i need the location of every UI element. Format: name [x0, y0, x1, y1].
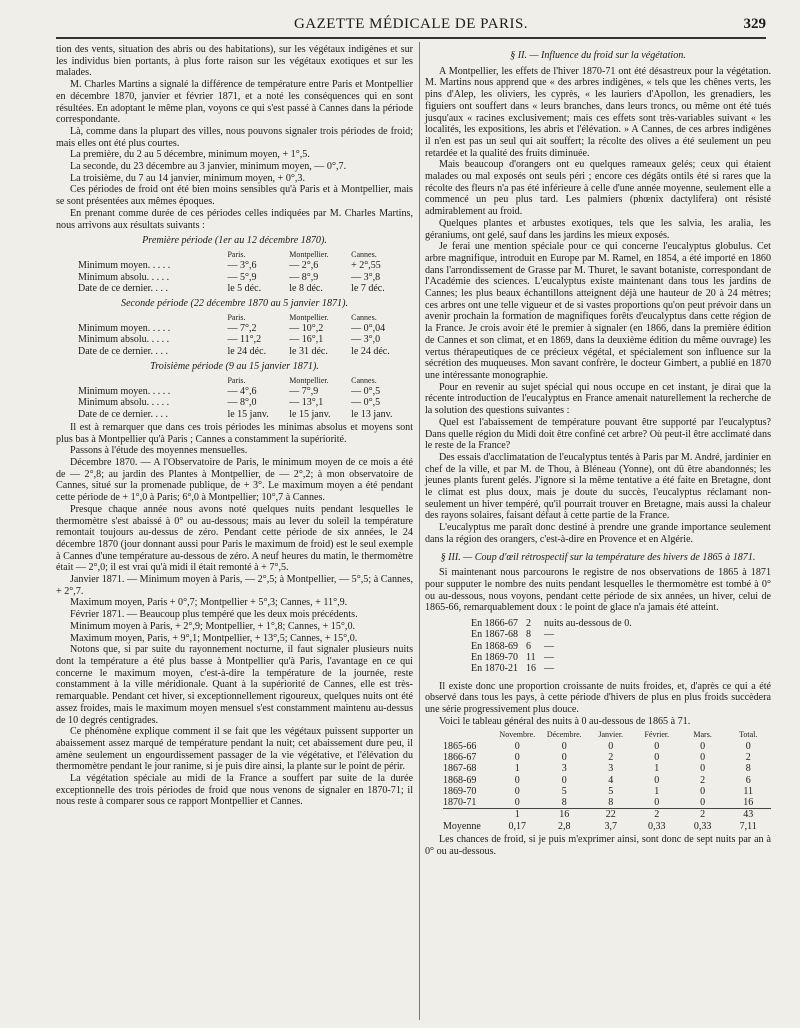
table-cell: le 8 déc. — [289, 282, 323, 294]
mean-cell: 7,11 — [739, 820, 757, 832]
paragraph: Ce phénomène explique comment il se fait que les végétaux puissent supporter un abaissement assez marqué de température pendant la nuit; cet abaissement dure peu, il amène seulement un engourdissement passager de la vie végétative, et l'élévation du thermomètre pendant le jour ranime, si je puis dire ainsi, la plante sur le point de périr. — [56, 726, 413, 773]
row-label: Minimum absolu. . . . . — [78, 397, 170, 409]
paragraph: Maximum moyen, Paris, + 9°,1; Montpellier, + 13°,5; Cannes, + 15°,0. — [70, 632, 358, 644]
text-cell: nuits au-dessous de 0. — [543, 618, 632, 630]
mean-cell: 3,7 — [604, 820, 617, 832]
mean-label: Moyenne — [443, 820, 481, 832]
total-cell: 43 — [725, 809, 771, 821]
year-cell: En 1870-21 — [471, 663, 518, 675]
table-cell: 8 — [561, 797, 567, 809]
paragraph: Passons à l'étude des moyennes mensuelles. — [70, 445, 248, 457]
table-cell: 0 — [561, 751, 567, 763]
row-label: Minimum moyen. . . . . — [78, 386, 171, 398]
paragraph: La seconde, du 23 décembre au 3 janvier, minimum moyen, — 0°,7. — [70, 161, 347, 173]
text-cell: — — [543, 651, 554, 663]
column-header: Total. — [739, 730, 758, 740]
table-cell: — 0°,04 — [351, 323, 386, 335]
table-row — [78, 283, 413, 294]
table-cell: 0 — [654, 797, 660, 809]
paragraph: Notons que, si par suite du rayonnement nocturne, il faut signaler plusieurs nuits dont la température a été plus basse à Montpellier qu'à Paris, l'avantage en ce qui concerne le maximum moyen, c'est-à-dire la température de la journée, reste constamment à la ville méridionale. Quant à la supériorité de Cannes, elle est très-remarquable. Pendant cet hiver, si exceptionnellement rigoureux, quelques nuits ont été assez froides, mais le maximum moyen mensuel s'est constamment maintenu au-dessus de 10 degrés centigrades. — [56, 644, 413, 726]
column-header: Cannes. — [351, 249, 377, 259]
total-cell: 2 — [634, 809, 680, 821]
table-cell: 5 — [561, 785, 567, 797]
table-row — [78, 323, 413, 334]
table-cell: — 0°,5 — [351, 386, 381, 398]
table-row — [443, 786, 771, 797]
paragraph: L'eucalyptus me paraît donc destiné à prendre une grande importance seulement dans la région des orangers, c'est-à-dire en Provence et en Algérie. — [425, 522, 771, 545]
period-table — [78, 249, 413, 294]
paragraph: M. Charles Martins a signalé la différence de température entre Paris et Montpellier en décembre 1870, janvier et février 1871, et a noté les conséquences qui en sont résultées. En adoptant le même plan, voyons ce qui s'est passé à Cannes dans la période correspondante. — [56, 79, 413, 126]
year-cell: 1867-68 — [443, 763, 477, 775]
right-column — [425, 44, 771, 857]
paragraph: Voici le tableau général des nuits à 0 au-dessous de 1865 à 71. — [439, 715, 691, 727]
table-cell: le 31 déc. — [289, 345, 328, 357]
table-cell: — 5°,9 — [227, 271, 257, 283]
paragraph: Maximum moyen, Paris + 0°,7; Montpellier + 5°,3; Cannes, + 11°,9. — [70, 597, 348, 609]
table-row — [443, 752, 771, 763]
period-table — [78, 375, 413, 420]
table-cell: 8 — [745, 763, 751, 775]
paragraph: Mais beaucoup d'orangers ont eu quelques rameaux gelés; ceux qui étaient malades ou mal exposés ont seuls péri ; encore ces dégâts ontils été si rares que la récolte des fleurs n'a pas été inférieure à celle d'une année moyenne, seulement elle a commencé un peu plus tard. Les palmiers (phœnix dactylifera) ont résisté admirablement au froid. — [425, 159, 771, 218]
paragraph: Janvier 1871. — Minimum moyen à Paris, — 2°,5; à Montpellier, — 5°,5; à Cannes, + 2°,7. — [56, 574, 413, 597]
paragraph: Février 1871. — Beaucoup plus tempéré que les deux mois précédents. — [70, 609, 358, 621]
paragraph: Si maintenant nous parcourons le registre de nos observations de 1865 à 1871 pour supputer le nombre des nuits pendant lesquelles le thermomètre est tombé à 0° ou au-dessous, nous voyons, pendant cette période de six années, un hiver, celui de 1865-66, remarquablement doux : le point de glace n'a jamais été atteint. — [425, 567, 771, 614]
column-header: Février. — [644, 730, 670, 740]
period-title: Première période (1er au 12 décembre 1870). — [142, 235, 327, 247]
table-cell: — 16°,1 — [289, 334, 324, 346]
table-cell: 0 — [700, 740, 706, 752]
table-row — [78, 260, 413, 271]
period-title: Seconde période (22 décembre 1870 au 5 janvier 1871). — [121, 298, 348, 310]
paragraph: La végétation spéciale au midi de la France a souffert par suite de la durée exceptionnelle des trois périodes de froid que nous venons de signaler en 1870-71; il nous reste à comparer sous ce rapport Montpellier et Cannes. — [56, 773, 413, 808]
mean-cell: 2,8 — [558, 820, 571, 832]
table-row — [471, 618, 640, 629]
table-row — [471, 663, 640, 674]
table-cell: — 4°,6 — [227, 386, 257, 398]
table-cell: 0 — [700, 797, 706, 809]
count-cell: 16 — [525, 663, 536, 675]
period-title: Troisième période (9 au 15 janvier 1871). — [150, 361, 319, 373]
paragraph: Minimum moyen à Paris, + 2°,9; Montpellier, + 1°,8; Cannes, + 15°,0. — [70, 620, 356, 632]
table-cell: — 7°,2 — [227, 323, 257, 335]
paragraph: La première, du 2 au 5 décembre, minimum moyen, + 1°,5. — [70, 149, 310, 161]
column-header: Paris. — [227, 312, 246, 322]
paragraph: La troisième, du 7 au 14 janvier, minimum moyen, + 0°,3. — [70, 172, 305, 184]
year-cell: 1870-71 — [443, 797, 477, 809]
table-row — [78, 346, 413, 357]
paragraph: A Montpellier, les effets de l'hiver 1870-71 ont été désastreux pour la végétation. M. Martins nous apprend que « des arbres indigènes, « tels que les chênes verts, les pins d'Alep, les oliviers, les cyprès, « les lauriers d'Apollon, les grenadiers, les figuiers ont souffert dans « leurs branches, dans leurs troncs, ou même ont été tués jusqu'aux « racines exclusivement; mais ces effets sont très-variables suivant « les localités, les expositions, les abris et l'élévation. » A Cannes, de ces arbres indigènes il n'en est pas un seul qui ait souffert; la récolte des olives a été seulement un peu retardée et la qualité des fruits diminuée. — [425, 65, 771, 159]
table-cell: 0 — [700, 785, 706, 797]
table-row — [471, 652, 640, 663]
column-header: Cannes. — [351, 312, 377, 322]
table-cell: 0 — [514, 785, 520, 797]
table-row — [443, 797, 771, 809]
row-label: Date de ce dernier. . . . — [78, 282, 168, 294]
table-row — [78, 397, 413, 408]
mean-cell: 0,33 — [648, 820, 666, 832]
total-cell: 22 — [588, 809, 634, 821]
table-row — [78, 386, 413, 397]
mean-cell: 0,17 — [508, 820, 527, 832]
table-cell: 4 — [608, 774, 614, 786]
total-cell: 2 — [680, 809, 726, 821]
table-cell: 1 — [514, 763, 520, 775]
year-cell: En 1868-69 — [471, 640, 518, 652]
paragraph: Quel est l'abaissement de température pouvant être supporté par l'eucalyptus? Dans quelle région du Midi doit être confiné cet arbre? Où peut-il être acclimaté dans le reste de la France? — [425, 416, 771, 452]
table-cell: 2 — [700, 774, 706, 786]
table-cell: le 5 déc. — [227, 282, 262, 294]
column-header: Paris. — [227, 249, 246, 259]
row-label: Date de ce dernier. . . . — [78, 345, 168, 357]
table-cell: 11 — [743, 785, 753, 797]
row-label: Minimum absolu. . . . . — [78, 334, 170, 346]
table-cell: — 10°,2 — [289, 323, 324, 335]
column-header: Paris. — [227, 375, 246, 385]
paragraph: Il est à remarquer que dans ces trois périodes les minimas absolus et moyens sont plus bas à Montpellier qu'à Paris ; Cannes a constamment la supériorité. — [56, 421, 413, 445]
paragraph: En prenant comme durée de ces périodes celles indiquées par M. Charles Martins, nous arrivons aux résultats suivants : — [56, 207, 413, 231]
table-cell: le 7 déc. — [351, 282, 385, 294]
table-row — [78, 334, 413, 345]
journal-title: GAZETTE MÉDICALE DE PARIS. — [293, 16, 529, 32]
year-cell: 1866-67 — [443, 751, 477, 763]
table-cell: 0 — [514, 751, 520, 763]
table-cell: — 13°,1 — [289, 397, 324, 409]
year-cell: En 1869-70 — [471, 651, 518, 663]
table-cell: 16 — [743, 797, 754, 809]
paragraph: Quelques plantes et arbustes exotiques, tels que les salvia, les aralia, les géraniums, ont gelé, sauf dans les jardins les mieux exposés. — [425, 217, 771, 241]
column-header: Mars. — [693, 730, 712, 740]
text-cell: — — [543, 629, 554, 641]
text-cell: — — [543, 663, 554, 675]
table-cell: le 15 janv. — [227, 408, 269, 420]
section-title: § II. — Influence du froid sur la végétation. — [510, 50, 686, 61]
table-cell: le 13 janv. — [351, 408, 393, 420]
table-cell: — 0°,5 — [351, 397, 381, 409]
nights-table — [443, 729, 771, 832]
table-row — [443, 763, 771, 774]
page-number: 329 — [743, 16, 766, 32]
table-row — [471, 629, 640, 640]
count-cell: 2 — [525, 618, 531, 630]
column-header: Cannes. — [351, 375, 377, 385]
table-row — [78, 409, 413, 420]
year-cell: 1868-69 — [443, 774, 477, 786]
table-cell: 2 — [745, 751, 751, 763]
count-cell: 11 — [525, 651, 536, 663]
paragraph: tion des vents, situation des abris ou des habitations), sur les végétaux indigènes et sur les individus bien portants, à plus forte raison sur les végétaux exotiques et sur les malades. — [56, 44, 413, 79]
table-cell: 1 — [654, 785, 660, 797]
table-cell: — 11°,2 — [227, 334, 262, 346]
paragraph: Presque chaque année nous avons noté quelques nuits pendant lesquelles le thermomètre s'est abaissé à 0° ou au-dessous; mais au lever du soleil la température remontait toujours au-dessus de zéro. Pendant cette période de six années, le 24 décembre 1870 (jour donnant aussi pour Paris le maximum de froid) est le seul exemple à Cannes d'une température au-dessous de zéro. A neuf heures du matin, le thermomètre était — 2°,0; il est vrai qu'à midi il était remonté à + 7°,5. — [56, 503, 413, 574]
page-header — [56, 16, 766, 38]
total-cell: 16 — [541, 809, 588, 821]
table-cell: 3 — [608, 763, 614, 775]
table-cell: 0 — [608, 740, 614, 752]
table-row — [78, 272, 413, 283]
table-cell: — 2°,6 — [289, 260, 319, 272]
column-header: Montpellier. — [289, 312, 329, 322]
count-cell: 8 — [525, 629, 531, 641]
table-cell: + 2°,55 — [351, 260, 381, 272]
column-header: Montpellier. — [289, 249, 329, 259]
table-cell: 6 — [745, 774, 751, 786]
table-cell: 0 — [700, 763, 706, 775]
year-cell: 1865-66 — [443, 740, 477, 752]
column-header: Décembre. — [546, 730, 582, 740]
totals-row — [443, 809, 771, 821]
table-cell: 0 — [561, 740, 567, 752]
table-cell: — 3°,0 — [351, 334, 381, 346]
column-header: Janvier. — [598, 730, 624, 740]
table-cell: — 7°,9 — [289, 386, 319, 398]
row-label: Minimum moyen. . . . . — [78, 260, 171, 272]
year-cell: En 1866-67 — [471, 618, 518, 630]
table-cell: 0 — [700, 751, 706, 763]
period-table — [78, 312, 413, 357]
table-cell: — 8°,9 — [289, 271, 319, 283]
paragraph: Je ferai une mention spéciale pour ce qui concerne l'eucalyptus globulus. Cet arbre magnifique, introduit en Europe par M. Ramel, en 1854, a été importé en 1860 dans l'arrondissement de Grasse par M. Thuret, le savant botaniste, correspondant de l'Académie des sciences. L'eucalyptus existe maintenant dans tous les jardins de Cannes; les plus beaux échantillons atteignent déjà une hauteur de 20 à 24 mètres; ces arbres ont une telle vigueur et de si vastes proportions qu'on peut prévoir dans un avenir prochain la formation de magnifiques forêts d'eucalyptus dans cette région de la France. Je crois avoir été le premier à signaler (en 1866, dans la première édition de Cannes et son climat, et en 1869, dans la deuxième édition du même ouvrage) les vertus thérapeutiques de ce précieux végétal, et spécialement son influence sur la sécrétion des muqueuses. Mon savant confrère, le docteur Gimbert, a publié en 1870 une intéressante monographie. — [425, 241, 771, 381]
table-row — [443, 741, 771, 752]
text-cell: — — [543, 640, 554, 652]
year-cell: 1869-70 — [443, 785, 477, 797]
column-header: Novembre. — [499, 730, 536, 740]
table-cell: 2 — [608, 751, 614, 763]
table-cell: 8 — [608, 797, 614, 809]
mean-cell: 0,33 — [693, 820, 712, 832]
total-cell: 1 — [494, 809, 541, 821]
paragraph: Il existe donc une proportion croissante de nuits froides, et, d'après ce qui a été observé dans tous les pays, à cette période d'hivers de plus en plus froids succèdera une série progressivement plus douce. — [425, 680, 771, 715]
table-cell: 0 — [514, 797, 520, 809]
paragraph: Les chances de froid, si je puis m'exprimer ainsi, sont donc de sept nuits par an à 0° ou au-dessous. — [425, 834, 771, 857]
row-label: Minimum absolu. . . . . — [78, 271, 170, 283]
year-cell: En 1867-68 — [471, 629, 518, 641]
table-cell: le 24 déc. — [351, 345, 390, 357]
years-table — [471, 618, 640, 674]
table-cell: le 15 janv. — [289, 408, 331, 420]
table-cell: — 3°,6 — [227, 260, 257, 272]
left-column — [56, 44, 413, 808]
row-label: Minimum moyen. . . . . — [78, 323, 171, 335]
table-cell: — 8°,0 — [227, 397, 257, 409]
table-cell: 0 — [654, 774, 660, 786]
table-cell: 0 — [654, 751, 660, 763]
table-cell: 0 — [514, 774, 520, 786]
paragraph: Des essais d'acclimatation de l'eucalyptus tentés à Paris par M. André, jardinier en chef de la ville, et par M. de Thou, à Bléneau (Yonne), ont dû être abandonnés; les jeunes plants furent gelés. J'ignore si la même tentative a été faite en Bretagne, dont le climat est plus doux, mais je doute du succès, l'eucalyptus réclamant non-seulement un hiver tempéré, qu'il pourrait trouver en Bretagne, mais aussi la chaleur des rayons solaires, faisant défaut à cette partie de la France. — [425, 451, 771, 522]
table-cell: 0 — [745, 740, 751, 752]
column-divider — [419, 42, 420, 1020]
section-title: § III. — Coup d'œil rétrospectif sur la température des hivers de 1865 à 1871. — [440, 551, 756, 563]
table-row — [471, 641, 640, 652]
table-cell: 0 — [514, 740, 520, 752]
header-rule — [56, 37, 766, 39]
table-row — [443, 775, 771, 786]
table-cell: — 3°,8 — [351, 271, 381, 283]
table-cell: 0 — [654, 740, 660, 752]
paragraph: Ces périodes de froid ont été bien moins sensibles qu'à Paris et à Montpellier, mais se sont présentées aux mêmes époques. — [56, 184, 413, 208]
table-cell: le 24 déc. — [227, 345, 267, 357]
row-label: Date de ce dernier. . . . — [78, 408, 168, 420]
table-cell: 3 — [561, 763, 567, 775]
paragraph: Pour en revenir au sujet spécial qui nous occupe en cet instant, je dirai que la récente introduction de l'eucalyptus en France amenait naturellement la recherche de la solution des questions suivantes : — [425, 381, 771, 417]
mean-row — [443, 821, 771, 832]
count-cell: 6 — [525, 640, 531, 652]
table-cell: 0 — [561, 774, 567, 786]
table-cell: 5 — [608, 785, 614, 797]
column-header: Montpellier. — [289, 375, 329, 385]
paragraph: Décembre 1870. — A l'Observatoire de Paris, le minimum moyen de ce mois a été de — 2°,8; au jardin des Plantes à Montpellier, de — 2°,2; à mon observatoire de Cannes, situé sur la promenade publique, de + 3°. Le maximum moyen a été pendant cette période de + 1°,0 à Paris; 6°,0 à Montpellier; 10°,7 à Cannes. — [56, 457, 413, 504]
table-cell: 1 — [654, 763, 660, 775]
paragraph: Là, comme dans la plupart des villes, nous pouvons signaler trois périodes de froid; mais elles ont été plus courtes. — [56, 125, 413, 149]
